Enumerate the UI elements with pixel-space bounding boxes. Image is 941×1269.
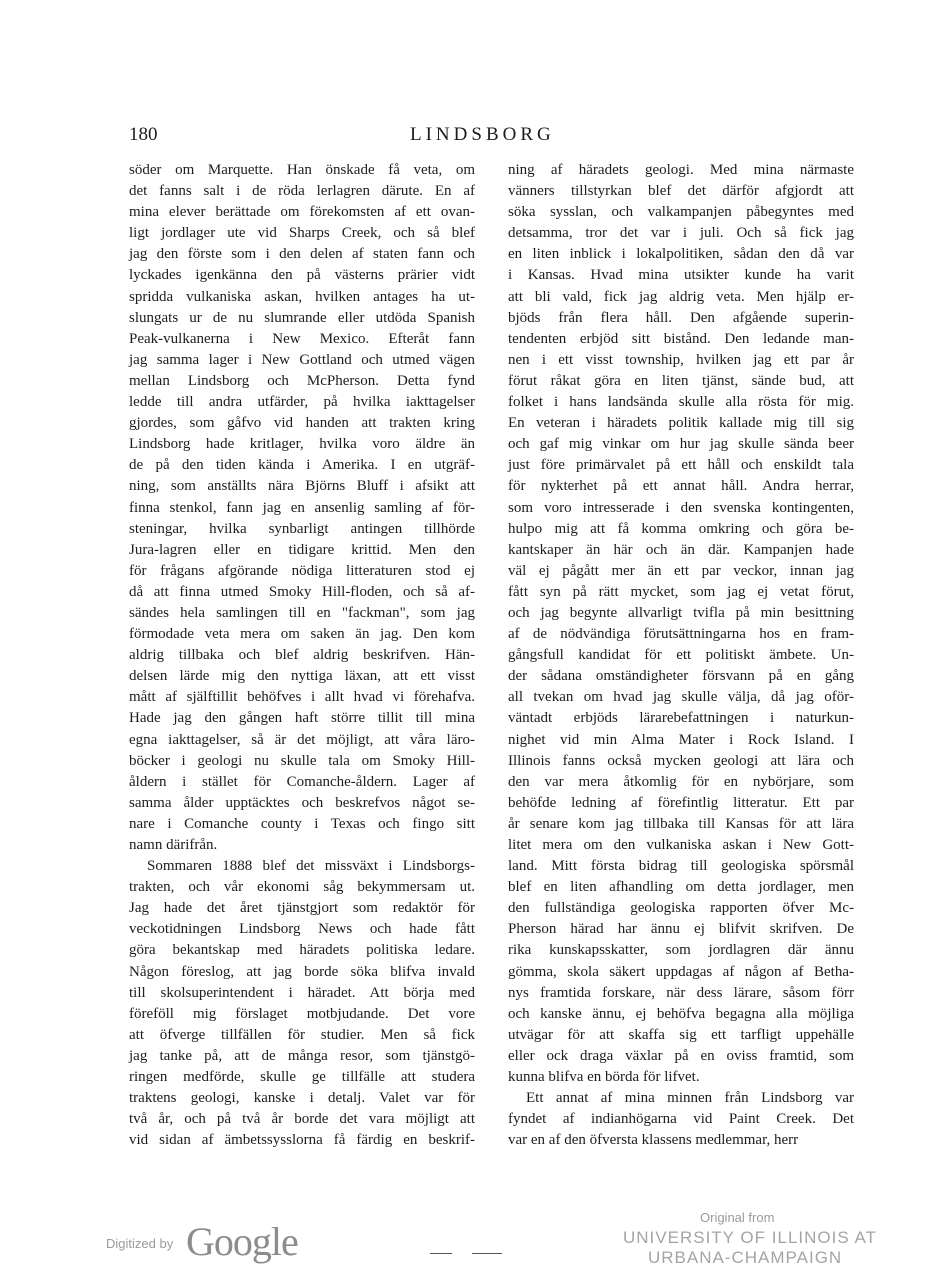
text-line: kantskaper än här och än där. Kampanjen hade (508, 541, 854, 558)
text-line: jag tanke på, att de många resor, som tjänstgö- (129, 1047, 475, 1064)
left-text-column (129, 160, 475, 1151)
text-line: den fullständiga geologiska rapporten öfver Mc- (508, 900, 854, 917)
text-line: all tvekan om hvad jag skulle välja, då jag oför- (508, 689, 854, 706)
text-line: en liten inblick i lokalpolitiken, sådan den då var (508, 246, 854, 263)
text-line: söder om Marquette. Han önskade få veta, om (129, 162, 475, 178)
text-line: förut råkat göra en liten tjänst, sände bud, att (508, 372, 854, 389)
text-line: veckotidningen Lindsborg News och hade fått (129, 921, 475, 938)
text-line: för frågans afgörande nödiga litteraturen stod ej (129, 562, 475, 579)
text-line: vänners tillstyrkan blef det därför afgjordt att (508, 183, 854, 200)
text-line: jag den förste som i den delen af staten fann och (129, 246, 475, 263)
university-name-line-2: URBANA-CHAMPAIGN (648, 1248, 843, 1267)
text-line: En veteran i häradets politik kallade mig till sig (508, 415, 854, 432)
text-line: Illinois fanns också mycken geologi att lära och (508, 752, 854, 769)
text-line: Ett annat af mina minnen från Lindsborg var (526, 1090, 854, 1107)
text-line: ringen medförde, skulle ge tillfälle att studera (129, 1069, 475, 1086)
text-line: det fanns salt i de röda lerlagren därute. En af (129, 183, 475, 200)
text-line: bjöds från flera håll. Den afgående superin- (508, 309, 854, 326)
text-line: att öfverge tillfällen för studier. Men så fick (129, 1026, 475, 1043)
text-line: ligt jordlager ute vid Sharps Creek, och så blef (129, 225, 475, 242)
text-line: Sommaren 1888 blef det missväxt i Lindsborgs- (147, 858, 475, 875)
text-line: sändes hela samlingen till en "fackman", som jag (129, 604, 475, 621)
text-line: jag samma lager i New Gottland och utmed vägen (129, 351, 475, 368)
text-line: fyndet af indianhögarna vid Paint Creek. Det (508, 1111, 854, 1128)
text-line: Peak-vulkanerna i New Mexico. Efteråt fann (129, 330, 475, 347)
text-line: ledde till andra utfärder, på hvilka iakttagelser (129, 394, 475, 411)
text-line: och jag begynte allvarligt tvifla på min besittning (508, 604, 854, 621)
text-line: af de nödvändiga förutsättningarna hos en fram- (508, 626, 854, 643)
text-line: nen i ett visst township, hvilken jag ett par år (508, 351, 854, 368)
university-name-line-1: UNIVERSITY OF ILLINOIS AT (623, 1228, 877, 1247)
text-line: gömma, skola säkert uppdagas af någon af Betha- (508, 963, 854, 980)
text-line: Jag hade det året tjänstgjort som redaktör för (129, 900, 475, 917)
text-line: gångsfull kandidat för ett politiskt ämbete. Un- (508, 647, 854, 664)
text-line: som voro intresserade i den svenska kontingenten, (508, 499, 854, 516)
text-line: delsen lärde mig den nyttiga läxan, att ett visst (129, 668, 475, 685)
text-line: väntadt erbjöds lärarebefattningen i naturkun- (508, 710, 854, 727)
text-line: slungats ur de nu slumrande eller utdöda Spanish (129, 309, 475, 326)
text-line: traktens geologi, kanske i detalj. Valet var för (129, 1090, 475, 1107)
original-from-label: Original from (700, 1210, 775, 1225)
google-logo: Google (186, 1219, 298, 1264)
text-line: vid sidan af ämbetssysslorna få färdig en beskrif- (129, 1132, 475, 1149)
text-line: Någon föreslog, att jag borde söka blifva invald (129, 963, 475, 980)
text-line: böcker i geologi nu skulle tala om Smoky Hill- (129, 752, 475, 769)
text-line: då att finna utmed Smoky Hill-floden, och så af- (129, 583, 475, 600)
text-line: behöfde ledning af förefintlig litteratur. Ett par (508, 794, 854, 811)
text-line: trakten, och vår ekonomi såg bekymmersam ut. (129, 879, 475, 896)
text-line: den var mera åtkomlig för en nybörjare, som (508, 773, 854, 790)
text-line: två år, och på två år borde det vara möjligt att (129, 1111, 475, 1128)
text-line: kunna blifva en börda för lifvet. (508, 1069, 700, 1086)
text-line: Lindsborg hade kritlager, hvilka voro äldre än (129, 436, 475, 453)
text-line: der sådana omständigheter försvann på en gång (508, 668, 854, 685)
text-line: mått af själftillit behöfves i allt hvad vi förehafva. (129, 689, 475, 706)
text-line: folket i hans landsända skulle alla rösta för mig. (508, 394, 854, 411)
footer-dash-mark (430, 1253, 452, 1254)
text-line: och gaf mig vinkar om hur jag skulle sända beer (508, 436, 854, 453)
text-line: namn därifrån. (129, 837, 218, 853)
text-line: aldrig tillbaka och blef aldrig beskrifven. Hän- (129, 647, 475, 664)
text-line: litet mera om den vulkaniska askan i New Gott- (508, 837, 854, 853)
text-line: gjordes, som gåfvo vid handen att trakten kring (129, 415, 475, 432)
text-line: lyckades igenkänna den på västerns prärier vidt (129, 267, 475, 284)
text-line: åldern i stället för Comanche-åldern. Lager af (129, 773, 475, 790)
page-number: 180 (129, 124, 158, 145)
text-line: ning af häradets geologi. Med mina närmaste (508, 162, 854, 178)
text-line: steningar, hvilka synbarligt antingen tillhörde (129, 520, 475, 537)
text-line: till skolsuperintendent i häradet. Att börja med (129, 984, 475, 1001)
text-line: förmodade veta mera om saken än jag. Den kom (129, 626, 475, 643)
text-line: land. Mitt första bidrag till geologiska spörsmål (508, 858, 854, 875)
text-line: mina elever berättade om förekomsten af ett ovan- (129, 204, 475, 221)
text-line: blef en liten afhandling om detta jordlager, men (508, 879, 854, 896)
text-line: egna iakttagelser, så är det möjligt, att våra läro- (129, 731, 475, 748)
text-line: och kanske ännu, ej behöfva begagna alla möjliga (508, 1005, 854, 1022)
text-line: Pherson härad har ännu ej blifvit skrifven. De (508, 921, 854, 938)
running-title: LINDSBORG (410, 124, 555, 145)
text-line: de på den tiden kända i Amerika. I en utgräf- (129, 457, 475, 474)
text-line: hulpo mig att få komma omkring och göra be- (508, 520, 854, 537)
text-line: samma ålder upptäcktes och beskrefvos något se- (129, 794, 475, 811)
text-line: nighet vid min Alma Mater i Rock Island. I (508, 731, 854, 748)
text-line: Jura-lagren eller en tidigare krittid. Men den (129, 541, 475, 558)
text-line: att bli vald, fick jag aldrig veta. Men hjälp er- (508, 288, 854, 305)
text-line: i Kansas. Hvad mina utsikter kunde ha varit (508, 267, 854, 284)
text-line: finna stenkol, fann jag en ansenlig samling af för- (129, 499, 475, 516)
text-line: söka sysslan, och valkampanjen påbegyntes med (508, 204, 854, 221)
digitized-by-label: Digitized by (106, 1236, 174, 1251)
text-line: Hade jag den gången haft större tillit till mina (129, 710, 475, 727)
text-line: mellan Lindsborg och McPherson. Detta fynd (129, 372, 475, 389)
right-text-column (508, 160, 854, 1151)
text-line: föreföll mig förslaget motbjudande. Det vore (129, 1005, 475, 1022)
text-line: just före primärvalet på ett håll och enskildt tala (508, 457, 854, 474)
text-line: väl ej pågått mer än ett par veckor, innan jag (508, 562, 854, 579)
text-line: var en af den öfversta klassens medlemmar, herr (508, 1132, 799, 1149)
text-line: ning, som anställts nära Björns Bluff i afsikt att (129, 478, 475, 495)
text-line: år senare kom jag tillbaka till Kansas för att lära (508, 815, 854, 832)
text-line: nys framtida forskare, när dess lärare, såsom förr (508, 984, 854, 1001)
text-line: fått syn på rätt mycket, som jag ej vetat förut, (508, 583, 854, 600)
text-line: tendenten erbjöd sitt bistånd. Den ledande man- (508, 330, 854, 347)
text-line: nare i Comanche county i Texas och fingo sitt (129, 815, 475, 832)
text-line: utvägar för att skaffa sig ett tarfligt uppehälle (508, 1026, 854, 1043)
text-line: detsamma, tror det var i juli. Och så fick jag (508, 225, 854, 242)
text-line: eller ock draga växlar på en oviss framtid, som (508, 1047, 854, 1064)
text-line: spridda vulkaniska askan, hvilken antages ha ut- (129, 288, 475, 305)
text-line: göra bekantskap med häradets politiska ledare. (129, 942, 475, 959)
footer-dash-mark (472, 1253, 502, 1254)
text-line: rika kunskapsskatter, som jordlagren där ännu (508, 942, 854, 959)
text-line: för nykterhet på ett annat håll. Andra herrar, (508, 478, 854, 495)
